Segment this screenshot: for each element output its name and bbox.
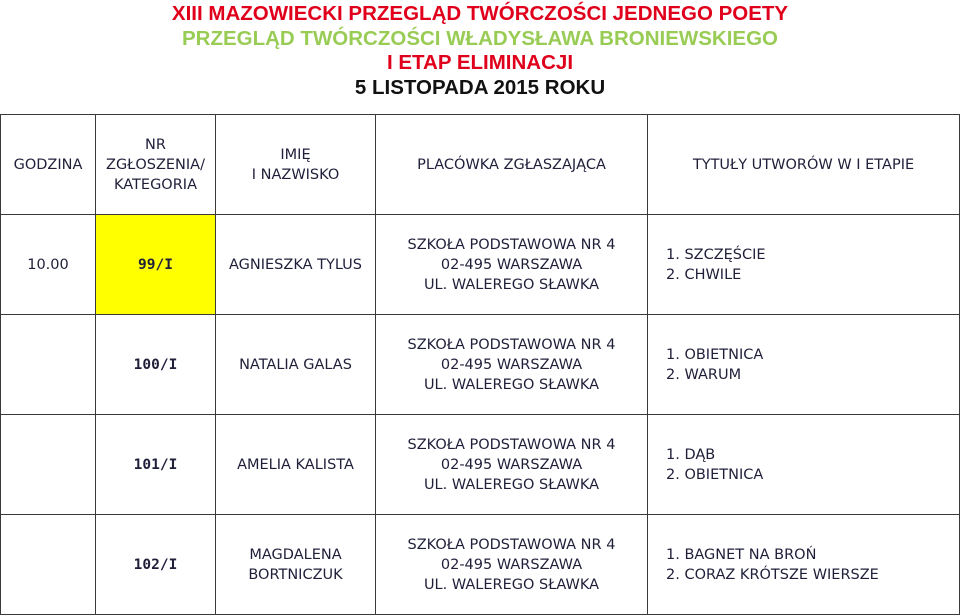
col-header-name: IMIĘ I NAZWISKO bbox=[216, 115, 376, 215]
time-cell bbox=[1, 415, 96, 515]
col-header-placowka: PLACÓWKA ZGŁASZAJĄCA bbox=[376, 115, 648, 215]
school-cell: SZKOŁA PODSTAWOWA NR 4 02-495 WARSZAWA UL. WALEREGO SŁAWKA bbox=[376, 515, 648, 615]
document-header bbox=[0, 2, 960, 100]
header-line-4: 5 LISTOPADA 2015 ROKU bbox=[354, 75, 606, 99]
time-cell bbox=[1, 515, 96, 615]
col-header-godzina: GODZINA bbox=[1, 115, 96, 215]
table-row bbox=[1, 215, 960, 315]
name-cell: AGNIESZKA TYLUS bbox=[216, 215, 376, 315]
nr-cell: 101/I bbox=[96, 415, 216, 515]
header-line-2: PRZEGLĄD TWÓRCZOŚCI WŁADYSŁAWA BRONIEWSKIEGO bbox=[181, 26, 778, 50]
col-header-tytuly: TYTUŁY UTWORÓW W I ETAPIE bbox=[648, 115, 960, 215]
col-header-nr: NR ZGŁOSZENIA/ KATEGORIA bbox=[96, 115, 216, 215]
school-cell: SZKOŁA PODSTAWOWA NR 4 02-495 WARSZAWA UL. WALEREGO SŁAWKA bbox=[376, 315, 648, 415]
header-line-3: I ETAP ELIMINACJI bbox=[386, 51, 574, 74]
titles-cell: 1. OBIETNICA 2. WARUM bbox=[648, 315, 960, 415]
time-cell bbox=[1, 315, 96, 415]
table-row bbox=[1, 515, 960, 615]
name-cell: AMELIA KALISTA bbox=[216, 415, 376, 515]
table-header-row bbox=[1, 115, 960, 215]
table-row bbox=[1, 415, 960, 515]
name-cell: NATALIA GALAS bbox=[216, 315, 376, 415]
school-cell: SZKOŁA PODSTAWOWA NR 4 02-495 WARSZAWA UL. WALEREGO SŁAWKA bbox=[376, 215, 648, 315]
schedule-table bbox=[0, 114, 960, 615]
titles-cell: 1. DĄB 2. OBIETNICA bbox=[648, 415, 960, 515]
table-row bbox=[1, 315, 960, 415]
name-cell: MAGDALENA BORTNICZUK bbox=[216, 515, 376, 615]
time-cell: 10.00 bbox=[1, 215, 96, 315]
nr-cell: 100/I bbox=[96, 315, 216, 415]
titles-cell: 1. SZCZĘŚCIE 2. CHWILE bbox=[648, 215, 960, 315]
nr-cell: 99/I bbox=[96, 215, 216, 315]
titles-cell: 1. BAGNET NA BROŃ 2. CORAZ KRÓTSZE WIERSZE bbox=[648, 515, 960, 615]
nr-cell: 102/I bbox=[96, 515, 216, 615]
school-cell: SZKOŁA PODSTAWOWA NR 4 02-495 WARSZAWA UL. WALEREGO SŁAWKA bbox=[376, 415, 648, 515]
header-line-1: XIII MAZOWIECKI PRZEGLĄD TWÓRCZOŚCI JEDNEGO POETY bbox=[171, 2, 789, 25]
